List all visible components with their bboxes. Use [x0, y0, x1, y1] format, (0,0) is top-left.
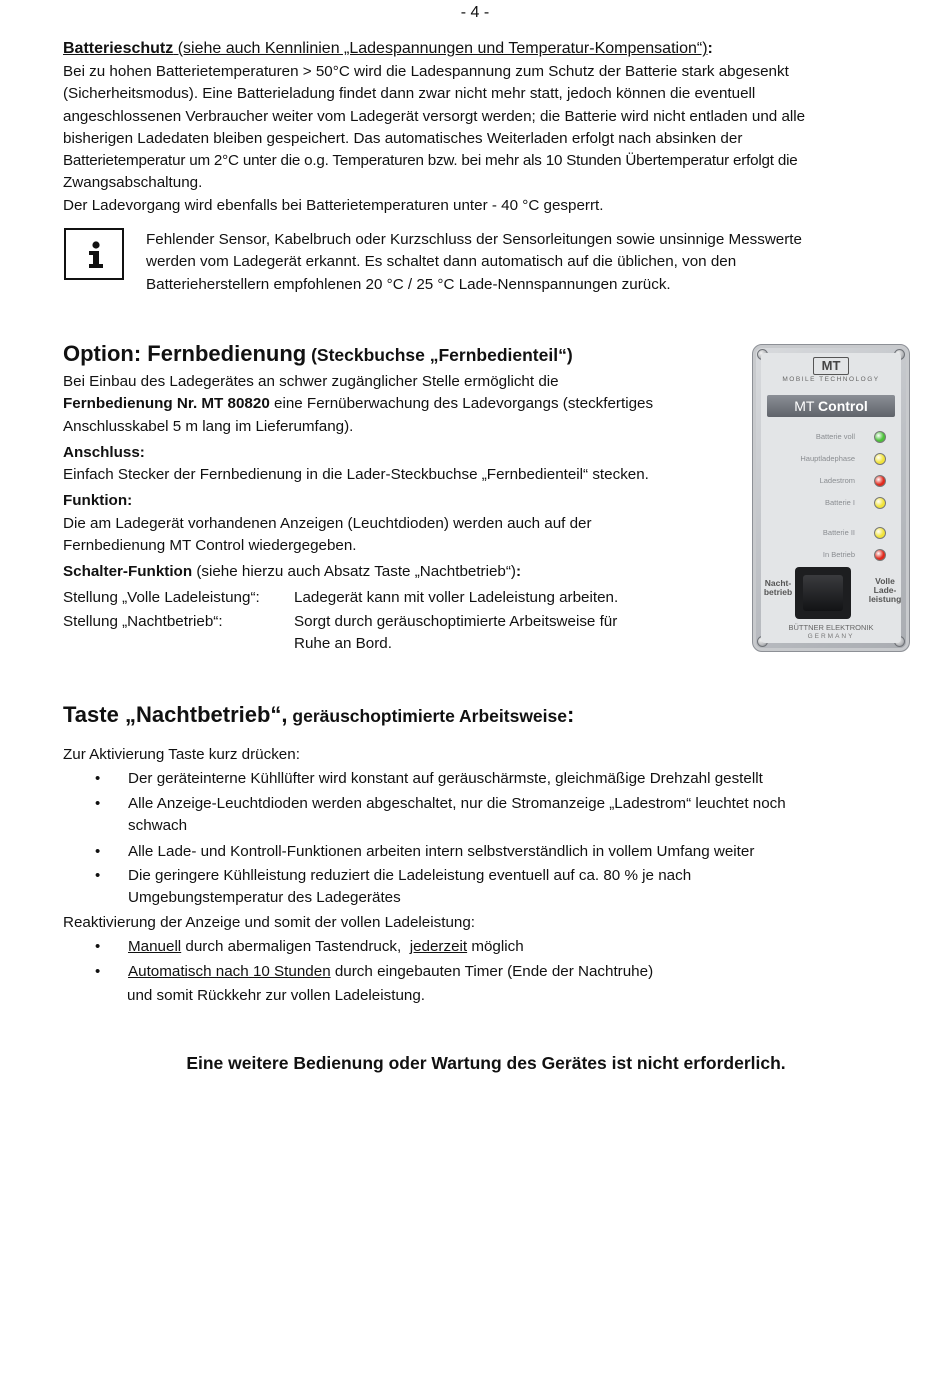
- heading-sub: geräuschoptimierte Arbeitsweise: [287, 706, 567, 726]
- text-line: Die am Ladegerät vorhandenen Anzeigen (Leuchtdioden) werden auch auf der: [63, 514, 592, 532]
- bullet: •: [95, 938, 101, 955]
- text-line: [128, 961, 888, 983]
- heading-bold: Batterieschutz: [63, 40, 174, 57]
- underlined-text: Automatisch nach 10 Stunden: [128, 963, 331, 980]
- section-heading-nachtbetrieb: [63, 701, 574, 730]
- bullet-text: [128, 936, 888, 958]
- text-line: [63, 561, 723, 583]
- underlined-text: Manuell: [128, 938, 182, 955]
- batterieschutz-paragraph: [63, 61, 903, 217]
- maker-text: BÜTTNER ELEKTRONIK: [788, 623, 874, 632]
- night-mode-switch: [795, 567, 851, 619]
- text-line: werden vom Ladegerät erkannt. Es schaltet dann automatisch auf die üblichen, von den: [146, 253, 737, 271]
- bullet-text: Der geräteinterne Kühllüfter wird konstant auf geräuschärmste, gleichmäßige Drehzahl gestellt: [128, 770, 763, 787]
- text-span: (siehe hierzu auch Absatz Taste „Nachtbetrieb“): [192, 563, 516, 581]
- text-span: durch eingebauten Timer (Ende der Nachtruhe): [330, 963, 654, 980]
- text-line: Anschlusskabel 5 m lang im Lieferumfang).: [63, 417, 354, 435]
- text-line: und somit Rückkehr zur vollen Ladeleistung.: [127, 987, 426, 1004]
- led-label: Batterie II: [822, 528, 855, 537]
- bullet: •: [95, 795, 101, 812]
- bullet-text: [128, 865, 888, 910]
- text-line: Bei zu hohen Batterietemperaturen > 50°C wird die Ladespannung zum Schutz der Batterie stark abgesenkt: [63, 63, 789, 80]
- funktion-label: Funktion:: [63, 492, 133, 510]
- text-span: durch abermaligen Tastendruck,: [181, 938, 410, 955]
- switch-rocker: [803, 575, 843, 611]
- led-label: Batterie I: [824, 498, 855, 507]
- text-line: Sorgt durch geräuschoptimierte Arbeitsweise für: [294, 613, 618, 630]
- text-line: (Sicherheitsmodus). Eine Batterieladung findet dann zwar nicht mehr statt, jedoch können die eventuell: [63, 85, 756, 103]
- heading-main: Taste „Nachtbetrieb“,: [63, 702, 288, 727]
- status-led: [874, 453, 886, 465]
- country-text: GERMANY: [807, 633, 855, 640]
- text-line: Umgebungstemperatur des Ladegerätes: [128, 889, 401, 907]
- device-face: [761, 353, 901, 643]
- text-line: Fernbedienung MT Control wiedergegeben.: [63, 537, 357, 555]
- activation-intro: Zur Aktivierung Taste kurz drücken:: [63, 746, 300, 763]
- final-note: Eine weitere Bedienung oder Wartung des Gerätes ist nicht erforderlich.: [186, 1053, 786, 1073]
- bullet: •: [95, 770, 101, 787]
- heading-colon: :: [567, 702, 575, 727]
- bullet-text: [128, 961, 888, 983]
- led-label: Hauptladephase: [800, 454, 855, 463]
- stellung-2-label: Stellung „Nachtbetrieb“:: [63, 613, 223, 630]
- heading-main: Option: Fernbedienung: [63, 341, 307, 366]
- status-led: [874, 431, 886, 443]
- text-line: Fehlender Sensor, Kabelbruch oder Kurzschluss der Sensorleitungen sowie unsinnige Messwerte: [146, 231, 802, 248]
- fernbedienung-text: [63, 371, 723, 584]
- led-label: In Betrieb: [822, 550, 855, 559]
- switch-label-left: Nacht- betrieb: [763, 578, 793, 597]
- stellung-1-text: Ladegerät kann mit voller Ladeleistung arbeiten.: [294, 589, 619, 606]
- title-mt: MT: [794, 398, 815, 414]
- text-line: [63, 393, 723, 415]
- colon: :: [516, 563, 522, 581]
- section-heading-fernbedienung: [63, 340, 573, 369]
- product-number: Fernbedienung Nr. MT 80820: [63, 395, 270, 413]
- bullet: •: [95, 867, 101, 884]
- text-line: Die geringere Kühlleistung reduziert die Ladeleistung eventuell auf ca. 80 % je nach: [128, 867, 692, 884]
- text-line: Zwangsabschaltung.: [63, 174, 203, 192]
- stellung-1-label: Stellung „Volle Ladeleistung“:: [63, 589, 260, 606]
- bullet: •: [95, 963, 101, 980]
- led-label: Ladestrom: [819, 476, 855, 485]
- bullet-text: Alle Lade- und Kontroll-Funktionen arbeiten intern selbstverständlich in vollem Umfang weiter: [128, 843, 755, 860]
- text-line: Batterietemperatur um 2°C unter die o.g. Temperaturen bzw. bei mehr als 10 Stunden Übertemperatur erfolgt die: [63, 152, 798, 170]
- section-heading-batterieschutz: [63, 38, 713, 60]
- title-control: Control: [818, 398, 868, 414]
- text-line: Der Ladevorgang wird ebenfalls bei Batterietemperaturen unter - 40 °C gesperrt.: [63, 196, 604, 214]
- text-span: möglich: [467, 938, 524, 955]
- brand-text: MOBILE TECHNOLOGY: [782, 376, 880, 383]
- heading-rest: (siehe auch Kennlinien „Ladespannungen und Temperatur-Kompensation“): [173, 40, 708, 57]
- bullet: •: [95, 843, 101, 860]
- mt-control-device-image: [752, 344, 910, 652]
- status-led: [874, 497, 886, 509]
- text-line: Bei Einbau des Ladegerätes an schwer zugänglicher Stelle ermöglicht die: [63, 373, 559, 390]
- heading-colon: :: [707, 40, 713, 57]
- status-led: [874, 475, 886, 487]
- schalter-label: Schalter-Funktion: [63, 563, 193, 581]
- text-line: schwach: [128, 817, 188, 835]
- anschluss-label: Anschluss:: [63, 443, 145, 461]
- text-line: Ruhe an Bord.: [294, 635, 392, 653]
- text-line: angeschlossenen Verbraucher weiter vom Ladegerät versorgt werden; die Batterie wird nicht entladen und alle: [63, 107, 806, 125]
- text-line: bisherigen Ladedaten bleiben gespeichert. Das automatisches Weiterladen erfolgt nach absinken der: [63, 129, 743, 147]
- info-icon: [64, 228, 124, 280]
- led-label: Batterie voll: [815, 432, 855, 441]
- page-number: - 4 -: [460, 4, 490, 21]
- info-note: [146, 229, 886, 296]
- mt-logo: MT: [813, 357, 849, 375]
- switch-label-right: Volle Lade- leistung: [868, 576, 902, 604]
- stellung-2-text: [294, 611, 617, 656]
- heading-sub: (Steckbuchse „Fernbedienteil“): [306, 345, 573, 365]
- status-led: [874, 549, 886, 561]
- text-line: Einfach Stecker der Fernbedienung in die Lader-Steckbuchse „Fernbedienteil“ stecken.: [63, 466, 649, 484]
- mt-control-title: [767, 395, 895, 417]
- text-line: Alle Anzeige-Leuchtdioden werden abgeschaltet, nur die Stromanzeige „Ladestrom“ leuchtet noch: [128, 795, 786, 812]
- reactivation-intro: Reaktivierung der Anzeige und somit der vollen Ladeleistung:: [63, 914, 476, 931]
- status-led: [874, 527, 886, 539]
- underlined-text: jederzeit: [409, 938, 468, 955]
- text-line: Batterieherstellern empfohlenen 20 °C / 25 °C Lade-Nennspannungen zurück.: [146, 275, 671, 293]
- bullet-text: [128, 793, 888, 838]
- text-span: eine Fernüberwachung des Ladevorgangs (steckfertiges: [269, 395, 654, 413]
